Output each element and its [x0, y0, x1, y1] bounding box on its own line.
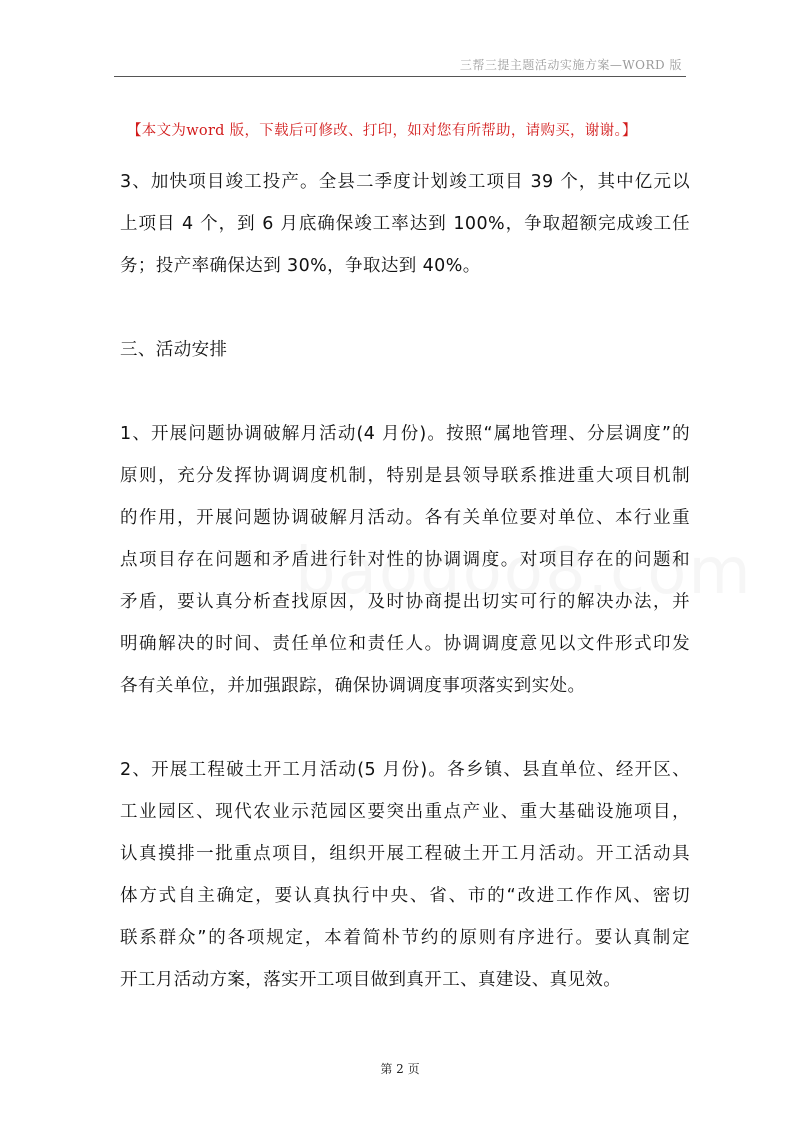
- text-line: 工业园区、现代农业示范园区要突出重点产业、重大基础设施项目，: [120, 802, 690, 822]
- text-line: 明确解决的时间、责任单位和责任人。协调调度意见以文件形式印发: [120, 634, 690, 654]
- paragraph-activity-2: [120, 749, 690, 1001]
- text-line: 3、加快项目竣工投产。全县二季度计划竣工项目 39 个，其中亿元以: [120, 172, 690, 192]
- page-number: 第 2 页: [380, 1062, 420, 1076]
- text-line: 2、开展工程破土开工月活动(5 月份)。各乡镇、县直单位、经开区、: [120, 760, 690, 780]
- text-line: 上项目 4 个，到 6 月底确保竣工率达到 100%，争取超额完成竣工任: [120, 214, 690, 234]
- paragraph-activity-1: [120, 413, 690, 707]
- text-line: 原则，充分发挥协调调度机制，特别是县领导联系推进重大项目机制: [120, 466, 690, 486]
- text-line: 矛盾，要认真分析查找原因，及时协商提出切实可行的解决办法，并: [120, 592, 690, 612]
- text-line: 的作用，开展问题协调破解月活动。各有关单位要对单位、本行业重: [120, 508, 690, 528]
- text-line: 各有关单位，并加强跟踪，确保协调调度事项落实到实处。: [120, 676, 586, 696]
- document-body: [120, 161, 690, 1001]
- text-line: 务；投产率确保达到 30%，争取达到 40%。: [120, 256, 481, 276]
- text-line: 点项目存在问题和矛盾进行针对性的协调调度。对项目存在的问题和: [120, 550, 690, 570]
- text-line: 体方式自主确定，要认真执行中央、省、市的“改进工作作风、密切: [120, 886, 690, 906]
- header-rule: [114, 76, 686, 77]
- text-line: 开工月活动方案，落实开工项目做到真开工、真建设、真见效。: [120, 970, 622, 990]
- purchase-notice: 【本文为word 版，下载后可修改、打印，如对您有所帮助，请购买，谢谢。】: [127, 123, 637, 139]
- text-line: 联系群众”的各项规定，本着简朴节约的原则有序进行。要认真制定: [120, 928, 690, 948]
- text-line: 认真摸排一批重点项目，组织开展工程破土开工月活动。开工活动具: [120, 844, 690, 864]
- text-line: 1、开展问题协调破解月活动(4 月份)。按照“属地管理、分层调度”的: [120, 424, 690, 444]
- running-header-title: 三帮三提主题活动实施方案—WORD 版: [459, 58, 682, 72]
- paragraph-project-completion: [120, 161, 690, 287]
- section-heading: 三、活动安排: [120, 340, 228, 360]
